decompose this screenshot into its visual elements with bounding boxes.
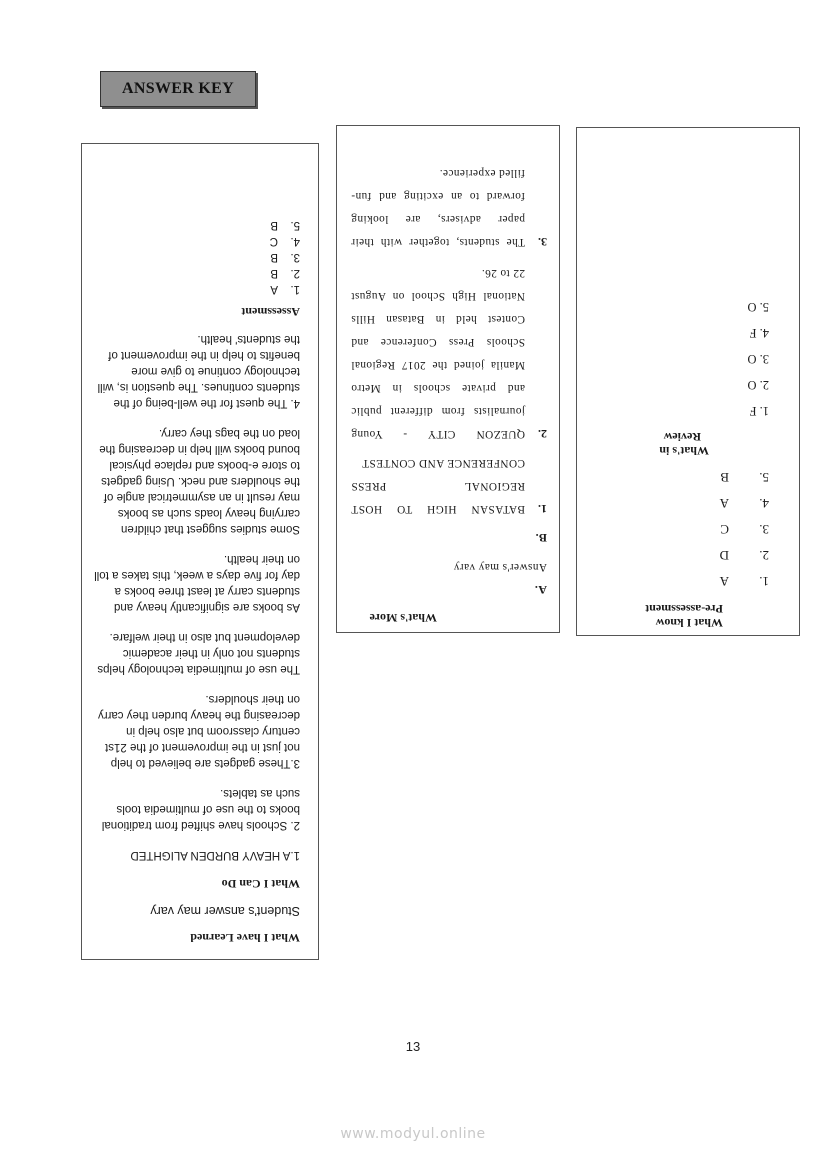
- answer-box-what-i-know: [576, 127, 800, 636]
- item-2-number: 2.: [538, 427, 547, 441]
- item-1-number: 1.: [538, 502, 547, 516]
- pre-assessment-item: 4. A: [719, 496, 769, 511]
- whats-more-heading: What's More: [369, 611, 437, 625]
- pre-assessment-item: 3. C: [720, 522, 769, 537]
- review-item: 3. O: [747, 352, 769, 366]
- learned-text: Student's answer may vary: [150, 904, 300, 918]
- item-3-text: The students, together with their paper advisers, are looking forward to an exciting and fun-filled experience.: [351, 167, 525, 248]
- part-a-text: Answer's may vary: [453, 561, 547, 573]
- what-i-can-do-heading: What I Can Do: [221, 877, 300, 891]
- item-3-number: 3.: [538, 235, 547, 249]
- review-item: 5. O: [747, 300, 769, 314]
- paragraph-3: 3.These gadgets are believed to help not just in the improvement of the 21st century classroom but also help in decreasing the heavy burden they carry on their shoulders.: [97, 693, 300, 769]
- review-item: 2. O: [747, 378, 769, 392]
- watermark: www.modyul.online: [340, 1126, 486, 1142]
- whats-in-heading: What's in: [659, 444, 709, 458]
- paragraph-1: 1.A HEAVY BURDEN ALIGHTED: [130, 849, 300, 861]
- review-heading: Review: [663, 430, 701, 444]
- item-2-text: QUEZON CITY - Young journalists from different public and private schools in Metro Manila joined the 2017 Regional Schools Press Conference and Contest held in Batasan Hills National High School on August 22 to 26.: [351, 267, 525, 440]
- review-item: 1. F: [749, 404, 769, 418]
- paragraph-7: 4. The quest for the well-being of the students continues. The question is, will technology continue to give more benefits to help in the improvement of the students' health.: [97, 333, 300, 409]
- paragraph-5: As books are significantly heavy and students carry at least three books a day for five days a week, this takes a toll on their health.: [94, 553, 300, 613]
- review-item: 4. F: [749, 326, 769, 340]
- page-number: 13: [405, 1039, 421, 1054]
- part-a-label: A.: [534, 583, 547, 597]
- answer-box-what-i-have-learned: [81, 143, 319, 960]
- what-i-have-learned-heading: What I have Learned: [190, 931, 300, 945]
- assessment-item: 4. C: [269, 235, 300, 247]
- pre-assessment-heading-main: Pre-assessment: [645, 602, 723, 616]
- pre-assessment-item: 5. B: [720, 470, 769, 485]
- assessment-item: 3. B: [270, 251, 300, 263]
- paragraph-6: Some studies suggest that children carrying heavy loads such as books may result in an asymmetrical angle of the shoulders and neck. Using gadgets to store e-books and replace physical bound books will help in decreasing the load on the bags they carry.: [99, 427, 300, 535]
- paragraph-4: The use of multimedia technology helps students not only in their academic development but also in their welfare.: [97, 631, 300, 675]
- assessment-item: 1. A: [270, 283, 300, 295]
- what-i-know-heading-main: What I know: [655, 616, 723, 630]
- answer-key-label: ANSWER KEY: [100, 71, 256, 107]
- part-b-label: B.: [535, 531, 547, 545]
- assessment-item: 2. B: [270, 267, 300, 279]
- pre-assessment-item: 1. A: [719, 574, 769, 589]
- assessment-item: 5. B: [270, 219, 300, 231]
- assessment-heading: Assessment: [241, 305, 300, 319]
- answer-box-whats-more: [336, 125, 560, 633]
- item-1-text: BATASAN HIGH TO HOST REGIONAL PRESS CONFERENCE AND CONTEST: [351, 457, 525, 515]
- paragraph-2: 2. Schools have shifted from traditional books to the use of multimedia tools such as tablets.: [101, 787, 300, 831]
- pre-assessment-item: 2. D: [719, 548, 769, 563]
